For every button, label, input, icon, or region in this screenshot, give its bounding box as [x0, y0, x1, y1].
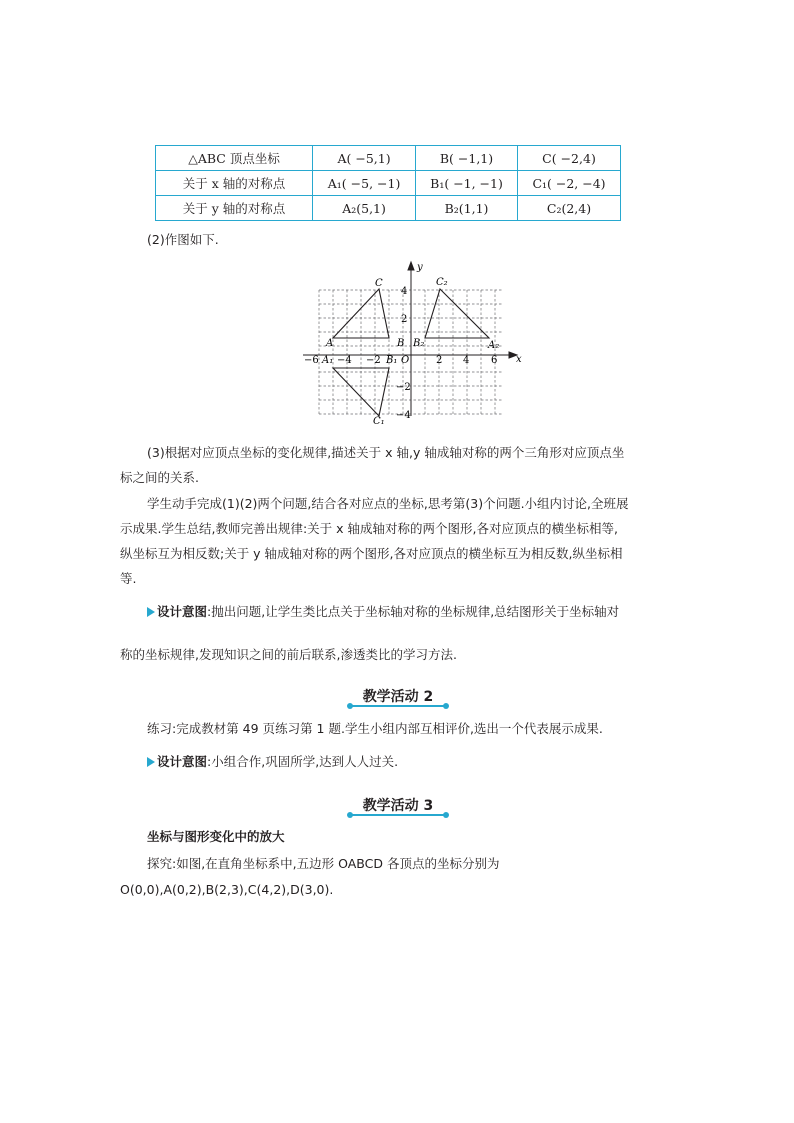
- table-cell: A₂(5,1): [313, 196, 416, 221]
- vertex-coordinate-table: [155, 145, 621, 221]
- table-cell: A( −5,1): [313, 146, 416, 171]
- paragraph-step-2: (2)作图如下.: [147, 232, 219, 247]
- point-label: C₁: [373, 416, 385, 427]
- design-intent-1-line-2: 称的坐标规律,发现知识之间的前后联系,渗透类比的学习方法.: [120, 647, 457, 662]
- point-label: A₁: [322, 355, 334, 366]
- x-tick-label: −6: [304, 355, 319, 366]
- triangle-marker-icon: [147, 757, 155, 767]
- point-label: B₂: [413, 338, 425, 349]
- point-label: A: [326, 338, 334, 349]
- point-label: A₂: [488, 340, 500, 351]
- point-labels: [321, 277, 499, 427]
- triangle-marker-icon: [147, 607, 155, 617]
- y-axis-arrow: [408, 262, 414, 270]
- point-label: B₁: [386, 355, 398, 366]
- paragraph-step-3-line-2: 标之间的关系.: [120, 470, 199, 485]
- table-cell: △ABC 顶点坐标: [156, 146, 313, 171]
- x-tick-label: 4: [463, 355, 470, 366]
- design-intent-text: :抛出问题,让学生类比点关于坐标轴对称的坐标规律,总结图形关于坐标轴对: [207, 604, 620, 619]
- table-row: [156, 146, 621, 171]
- paragraph-step-3-line-1: (3)根据对应顶点坐标的变化规律,描述关于 x 轴,y 轴成轴对称的两个三角形对应顶点坐: [147, 445, 625, 460]
- x-tick-label: 6: [491, 355, 498, 366]
- explore-line-2: O(0,0),A(0,2),B(2,3),C(4,2),D(3,0).: [120, 882, 334, 897]
- point-label: C₂: [436, 277, 448, 288]
- table-cell: B( −1,1): [416, 146, 518, 171]
- origin-label: O: [401, 355, 410, 366]
- practice-paragraph: 练习:完成教材第 49 页练习第 1 题.学生小组内部互相评价,选出一个代表展示成果.: [147, 721, 603, 736]
- y-tick-label: −2: [396, 382, 411, 393]
- explore-line-1: 探究:如图,在直角坐标系中,五边形 OABCD 各顶点的坐标分别为: [147, 856, 500, 871]
- table-cell: B₁( −1, −1): [416, 171, 518, 196]
- table-cell: 关于 x 轴的对称点: [156, 171, 313, 196]
- table-cell: C₁( −2, −4): [518, 171, 621, 196]
- table-cell: A₁( −5, −1): [313, 171, 416, 196]
- activity-3-title: 教学活动 3: [362, 798, 434, 814]
- activity-3-underline: [350, 814, 446, 816]
- design-intent-label: 设计意图: [157, 754, 208, 769]
- coordinate-figure: [295, 258, 525, 428]
- y-axis-label: y: [417, 262, 423, 273]
- paragraph-summary-line-4: 等.: [120, 571, 137, 586]
- table-cell: B₂(1,1): [416, 196, 518, 221]
- paragraph-summary-line-3: 纵坐标互为相反数;关于 y 轴成轴对称的两个图形,各对应顶点的横坐标互为相反数,纵坐标相: [120, 546, 623, 561]
- design-intent-1-line-1: [147, 604, 619, 620]
- design-intent-label: 设计意图: [157, 604, 208, 619]
- paragraph-summary-line-1: 学生动手完成(1)(2)两个问题,结合各对应点的坐标,思考第(3)个问题.小组内讨论,全班展: [147, 496, 629, 511]
- table-row: [156, 196, 621, 221]
- activity-2-title: 教学活动 2: [362, 689, 434, 705]
- x-axis-label: x: [516, 354, 522, 365]
- design-intent-text: :小组合作,巩固所学,达到人人过关.: [207, 754, 399, 769]
- section-heading: 坐标与图形变化中的放大: [147, 829, 285, 844]
- table-cell: C₂(2,4): [518, 196, 621, 221]
- x-tick-label: −4: [337, 355, 352, 366]
- table-cell: C( −2,4): [518, 146, 621, 171]
- table-row: [156, 171, 621, 196]
- y-tick-label: −4: [396, 410, 411, 421]
- point-label: B: [397, 338, 405, 349]
- x-tick-label: 2: [436, 355, 443, 366]
- paragraph-summary-line-2: 示成果.学生总结,教师完善出规律:关于 x 轴成轴对称的两个图形,各对应顶点的横坐标相等,: [120, 521, 618, 536]
- activity-2-underline: [350, 705, 446, 707]
- x-tick-label: −2: [366, 355, 381, 366]
- design-intent-2: [147, 754, 398, 770]
- y-tick-label: 2: [401, 314, 408, 325]
- y-tick-label: 4: [401, 286, 408, 297]
- triangle-a2b2c2: [425, 289, 489, 338]
- point-label: C: [375, 278, 383, 289]
- table-cell: 关于 y 轴的对称点: [156, 196, 313, 221]
